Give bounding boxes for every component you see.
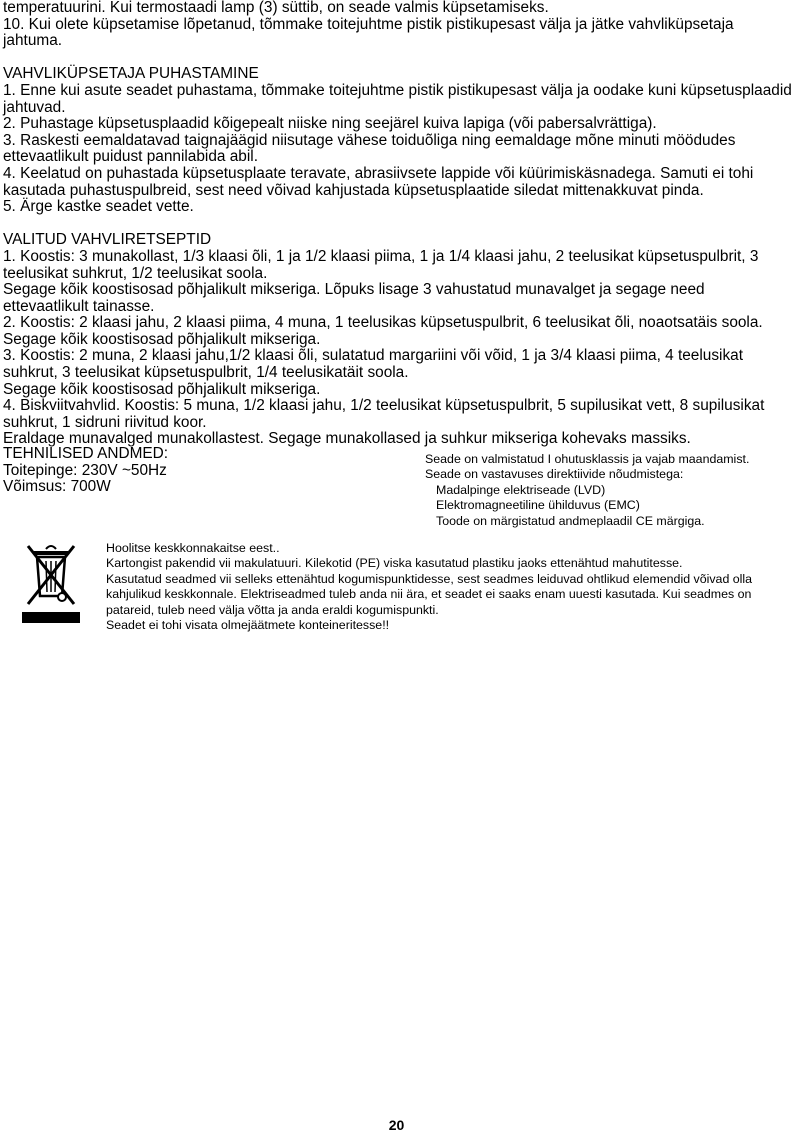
recipe-line: Segage kõik koostisosad põhjalikult mikseriga. bbox=[3, 380, 321, 398]
recipe-line: Segage kõik koostisosad põhjalikult mikseriga. bbox=[3, 330, 321, 348]
intro-line: 10. Kui olete küpsetamise lõpetanud, tõmmake toitejuhtme pistik pistikupesast välja ja jätke vahvliküpsetaja jahtuma. bbox=[3, 15, 734, 50]
tech-power: Võimsus: 700W bbox=[3, 478, 111, 496]
crossed-out-wheelie-bin-icon bbox=[22, 540, 80, 624]
tech-voltage: Toitepinge: 230V ~50Hz bbox=[3, 461, 167, 479]
manual-main-text bbox=[3, 0, 793, 448]
environment-line: Seadet ei tohi visata olmejäätmete konteineritesse!! bbox=[106, 618, 390, 633]
compliance-line: Seade on valmistatud I ohutusklassis ja vajab maandamist. bbox=[425, 452, 750, 466]
recipe-line: 1. Koostis: 3 munakollast, 1/3 klaasi õli, 1 ja 1/2 klaasi piima, 1 ja 1/4 klaasi jahu, 2 teelusikat küpsetuspulbrit, 3 teelusikat suhkrut, 1/2 teelusikat soola. bbox=[3, 247, 759, 282]
recipes-heading: VALITUD VAHVLIRETSEPTID bbox=[3, 231, 212, 249]
directive-item: Elektromagneetiline ühilduvus (EMC) bbox=[436, 498, 640, 513]
environment-line: Hoolitse keskkonnakaitse eest.. bbox=[106, 541, 280, 555]
cleaning-item: 4. Keelatud on puhastada küpsetusplaate teravate, abrasiivsete lappide või küürimiskäsnadega. Samuti ei tohi kasutada puhastuspulbreid, sest need võivad kahjustada küpsetusplaatide siledat mittenakkuvat pinda. bbox=[3, 164, 754, 199]
cleaning-item: 5. Ärge kastke seadet vette. bbox=[3, 198, 194, 216]
cleaning-item: 2. Puhastage küpsetusplaadid kõigepealt niiske ning seejärel kuiva lapiga (või pabersalvrättiga). bbox=[3, 115, 657, 133]
intro-line: temperatuurini. Kui termostaadi lamp (3) süttib, on seade valmis küpsetamiseks. bbox=[3, 0, 549, 16]
recipe-line: 3. Koostis: 2 muna, 2 klaasi jahu,1/2 klaasi õli, sulatatud margariini või võid, 1 ja 3/4 klaasi piima, 4 teelusikat suhkrut, 3 teelusikat küpsetuspulbrit, 1/4 teelusikatäit soola. bbox=[3, 347, 743, 382]
compliance-block bbox=[425, 452, 793, 529]
recipe-line: Segage kõik koostisosad põhjalikult mikseriga. Lõpuks lisage 3 vahustatud munavalget ja segage need ettevaatlikult tainasse. bbox=[3, 281, 705, 315]
recipe-line: Eraldage munavalged munakollastest. Segage munakollased ja suhkur mikseriga kohevaks massiks. bbox=[3, 430, 691, 448]
cleaning-item: 1. Enne kui asute seadet puhastama, tõmmake toitejuhtme pistik pistikupesast välja ja oodake kuni küpsetusplaadid jahtuvad. bbox=[3, 81, 792, 116]
recipe-line: 2. Koostis: 2 klaasi jahu, 2 klaasi piima, 4 muna, 1 teelusikas küpsetuspulbrit, 6 teelusikat õli, noaotsatäis soola. bbox=[3, 314, 763, 332]
environment-line: Kartongist pakendid vii makulatuuri. Kilekotid (PE) viska kasutatud plastiku jaoks ettenähtud mahutitesse. bbox=[106, 556, 683, 571]
compliance-line: Seade on vastavuses direktiivide nõudmistega: bbox=[425, 467, 684, 482]
page-number: 20 bbox=[388, 1117, 405, 1133]
directive-item: Toode on märgistatud andmeplaadil CE märgiga. bbox=[436, 513, 705, 528]
recipe-line: 4. Biskviitvahvlid. Koostis: 5 muna, 1/2 klaasi jahu, 1/2 teelusikat küpsetuspulbrit, 5 supilusikat vett, 8 supilusikat suhkrut, 1 sidruni riivitud koor. bbox=[3, 397, 765, 431]
cleaning-heading: VAHVLIKÜPSETAJA PUHASTAMINE bbox=[3, 65, 259, 83]
environment-line: Kasutatud seadmed vii selleks ettenähtud kogumispunktidesse, sest seadmes leiduvad ohtlikud elemendid võivad olla kahjulikud keskkonnale. Elektriseadmed tuleb anda nii ära, et seadet ei saaks enam uuesti kasutada. Kui seadmes on patareid, tuleb need välja võtta ja anda eraldi kogumispunkti. bbox=[106, 571, 753, 617]
technical-data bbox=[3, 446, 403, 496]
cleaning-item: 3. Raskesti eemaldatavad taignajäägid niisutage vähese toiduõliga ning eemaldage mõne minuti möödudes ettevaatlikult puidust pannilabida abil. bbox=[3, 131, 736, 166]
tech-heading: TEHNILISED ANDMED: bbox=[3, 445, 169, 462]
directive-item: Madalpinge elektriseade (LVD) bbox=[436, 482, 606, 497]
environment-notice bbox=[106, 541, 793, 633]
